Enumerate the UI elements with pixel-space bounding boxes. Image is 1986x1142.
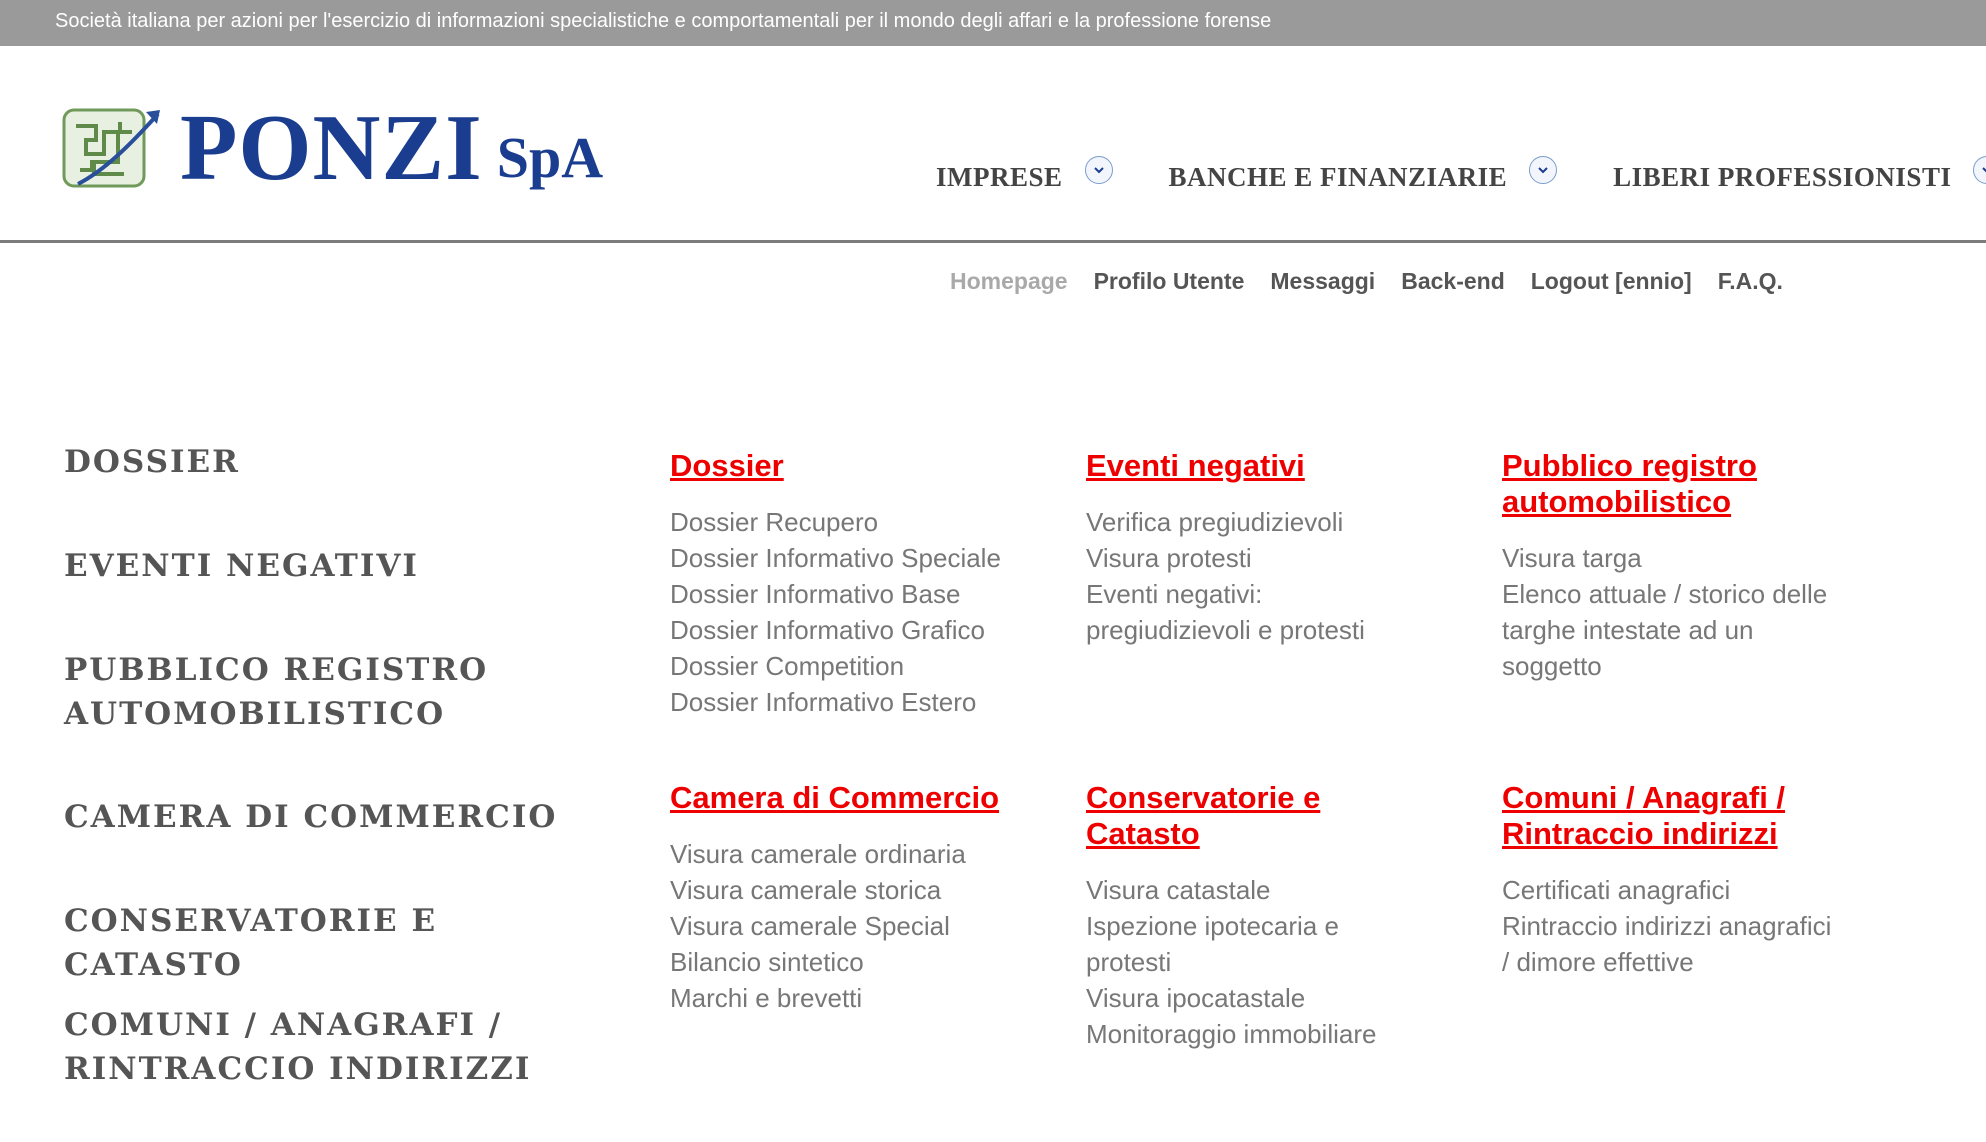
service-link[interactable]: Certificati anagrafici (1502, 875, 1731, 905)
category-comuni-anagrafi (1502, 780, 1872, 980)
category-links (670, 836, 1050, 1016)
sidebar-item-label-line2: AUTOMOBILISTICO (64, 696, 446, 732)
service-link[interactable]: Visura targa (1502, 543, 1642, 573)
service-link[interactable]: Dossier Informativo Grafico (670, 615, 985, 645)
sidebar-item-dossier[interactable] (64, 440, 240, 484)
sidebar-item-comuni-anagrafi[interactable] (64, 1003, 531, 1091)
sidebar-item-label: COMUNI / ANAGRAFI / (64, 1007, 503, 1043)
category-title-line2: Rintraccio indirizzi (1502, 816, 1778, 851)
service-link[interactable]: Verifica pregiudizievoli (1086, 507, 1344, 537)
service-link[interactable]: Ispezione ipotecaria e (1086, 911, 1339, 941)
service-link[interactable]: Visura ipocatastale (1086, 983, 1306, 1013)
maze-arrow-logo-icon (60, 100, 168, 196)
sidebar-item-label: DOSSIER (64, 444, 240, 480)
site-header (0, 46, 1986, 242)
category-pubblico-registro (1502, 448, 1872, 684)
sidebar-item-label: CAMERA DI COMMERCIO (64, 799, 558, 835)
category-title-link[interactable] (1086, 448, 1466, 484)
service-link[interactable]: Visura catastale (1086, 875, 1271, 905)
main-nav-label: BANCHE E FINANZIARIE (1168, 162, 1508, 192)
header-divider (0, 240, 1986, 243)
category-conservatorie-catasto (1086, 780, 1466, 1052)
main-nav-banche-e-finanziarie[interactable] (1169, 156, 1558, 193)
category-title-link[interactable] (670, 448, 1050, 484)
service-link-continued[interactable]: targhe intestate ad un (1502, 615, 1754, 645)
category-eventi-negativi (1086, 448, 1466, 648)
main-nav-liberi-professionisti[interactable] (1613, 156, 1986, 193)
service-link-continued[interactable]: / dimore effettive (1502, 947, 1694, 977)
chevron-down-icon[interactable] (1085, 156, 1113, 184)
category-title-line2: Catasto (1086, 816, 1200, 851)
category-title-line: Conservatorie e (1086, 780, 1321, 815)
category-links (1502, 540, 1872, 684)
chevron-down-icon[interactable] (1973, 156, 1986, 184)
service-link-continued[interactable]: soggetto (1502, 651, 1602, 681)
service-link[interactable]: Visura camerale storica (670, 875, 942, 905)
subnav-faq-link[interactable]: F.A.Q. (1717, 268, 1783, 294)
brand-logo[interactable] (60, 96, 604, 200)
service-link[interactable]: Eventi negativi: (1086, 579, 1263, 609)
category-dossier (670, 448, 1050, 720)
top-tagline-bar (0, 0, 1986, 46)
subnav-profilo-utente-link[interactable]: Profilo Utente (1093, 268, 1245, 294)
service-link[interactable]: Visura camerale ordinaria (670, 839, 966, 869)
service-link[interactable]: Rintraccio indirizzi anagrafici (1502, 911, 1832, 941)
service-link[interactable]: Dossier Informativo Base (670, 579, 961, 609)
category-title-link[interactable] (1086, 780, 1466, 852)
subnav-logout-link[interactable]: Logout [ennio] (1530, 268, 1692, 294)
category-links (1502, 872, 1872, 980)
chevron-down-icon[interactable] (1529, 156, 1557, 184)
category-title-link[interactable] (1502, 448, 1872, 520)
sidebar-item-eventi-negativi[interactable] (64, 544, 419, 588)
service-link[interactable]: Visura camerale Special (670, 911, 950, 941)
category-links (1086, 872, 1466, 1052)
category-title-line: Camera di Commercio (670, 780, 1000, 815)
brand-name: PONZI (180, 96, 483, 200)
user-navigation (950, 268, 1809, 295)
service-link[interactable]: Visura protesti (1086, 543, 1252, 573)
sidebar-item-conservatorie-catasto[interactable] (64, 899, 584, 987)
category-title-link[interactable] (1502, 780, 1872, 852)
category-title-line: Comuni / Anagrafi / (1502, 780, 1786, 815)
service-link[interactable]: Elenco attuale / storico delle (1502, 579, 1828, 609)
service-link[interactable]: Dossier Informativo Estero (670, 687, 977, 717)
sidebar-item-label: PUBBLICO REGISTRO (64, 652, 489, 688)
sidebar-item-pubblico-registro[interactable] (64, 648, 488, 736)
service-link[interactable]: Dossier Recupero (670, 507, 879, 537)
subnav-homepage-link[interactable]: Homepage (950, 268, 1068, 294)
sidebar-item-label: EVENTI NEGATIVI (64, 548, 419, 584)
category-title-link[interactable] (670, 780, 1050, 816)
subnav-messaggi-link[interactable]: Messaggi (1270, 268, 1376, 294)
category-camera-di-commercio (670, 780, 1050, 1016)
category-title-line: Pubblico registro (1502, 448, 1757, 483)
brand-suffix: SpA (496, 125, 604, 190)
category-title-line: Eventi negativi (1086, 448, 1305, 483)
category-title-line2: automobilistico (1502, 484, 1732, 519)
service-link[interactable]: Dossier Competition (670, 651, 905, 681)
category-title-line: Dossier (670, 448, 784, 483)
main-nav-label: LIBERI PROFESSIONISTI (1613, 162, 1952, 192)
service-link[interactable]: Dossier Informativo Speciale (670, 543, 1001, 573)
sidebar-item-camera-di-commercio[interactable] (64, 795, 557, 839)
main-nav-label: IMPRESE (936, 162, 1063, 192)
sidebar-item-label: CONSERVATORIE E CATASTO (64, 903, 438, 983)
service-link-continued[interactable]: pregiudizievoli e protesti (1086, 615, 1365, 645)
service-link[interactable]: Bilancio sintetico (670, 947, 864, 977)
tagline-text: Società italiana per azioni per l'esercizio di informazioni specialistiche e comportamentali per il mondo degli affari e la professione forense (55, 10, 1272, 32)
service-link[interactable]: Marchi e brevetti (670, 983, 863, 1013)
subnav-back-end-link[interactable]: Back-end (1401, 268, 1505, 294)
category-links (670, 504, 1050, 720)
main-nav-imprese[interactable] (936, 156, 1113, 193)
sidebar-item-label-line2: RINTRACCIO INDIRIZZI (64, 1051, 532, 1087)
main-navigation (936, 156, 1986, 193)
category-links (1086, 504, 1466, 648)
service-link[interactable]: Monitoraggio immobiliare (1086, 1019, 1377, 1049)
service-link-continued[interactable]: protesti (1086, 947, 1172, 977)
